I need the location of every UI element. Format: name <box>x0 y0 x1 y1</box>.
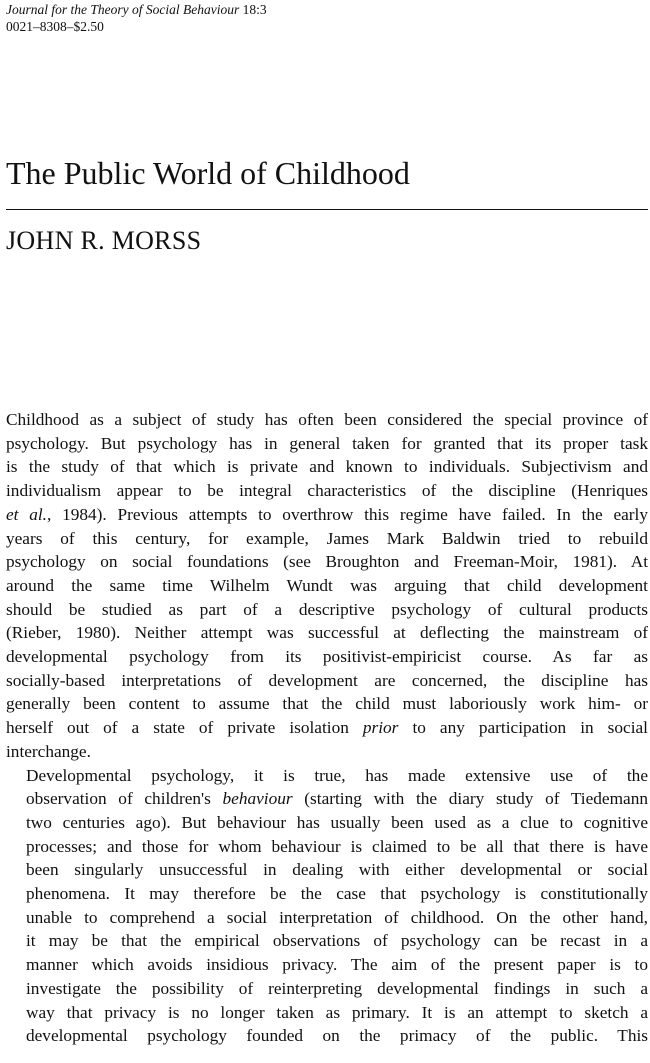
paragraph-1 <box>6 408 648 764</box>
text-line: phenomena. It may therefore be the case that psychology is constitutionally <box>26 884 648 904</box>
text-line: two centuries ago). But behaviour has usually been used as a clue to cognitive <box>26 812 648 832</box>
text-line: interchange. <box>6 741 91 761</box>
text-line: Childhood as a subject of study has often been considered the special province of <box>6 410 648 429</box>
text-line: psychology on social foundations (see Broughton and Freeman-Moir, 1981). At <box>6 552 648 572</box>
text-line: generally been content to assume that the child must laboriously work him- or <box>6 694 648 714</box>
text-line: investigate the possibility of reinterpreting developmental findings in such a <box>26 978 648 998</box>
journal-code: 0021–8308–$2.50 <box>6 19 104 34</box>
journal-name: Journal for the Theory of Social Behaviour <box>6 2 240 17</box>
text-line: been singularly unsuccessful in dealing with either developmental or social <box>26 860 648 880</box>
text-line: individualism appear to be integral characteristics of the discipline (Henriques <box>6 481 648 501</box>
text-line: developmental psychology from its positivist-empiricist course. As far as <box>6 647 648 667</box>
text-line: unable to comprehend a social interpretation of childhood. On the other hand, <box>26 907 648 927</box>
text-line: is the study of that which is private and known to individuals. Subjectivism and <box>6 457 648 477</box>
volume-issue: 18:3 <box>242 2 267 17</box>
journal-citation <box>6 1 267 18</box>
text-line: should be studied as part of a descriptive psychology of cultural products <box>6 599 648 619</box>
title-rule <box>6 209 648 210</box>
text-line: Developmental psychology, it is true, has made extensive use of the <box>26 765 648 785</box>
text-line: it may be that the empirical observations of psychology can be recast in a <box>26 931 648 951</box>
text-line: et al., 1984). Previous attempts to overthrow this regime have failed. In the early <box>6 504 649 524</box>
text-line: socially-based interpretations of development are concerned, the discipline has <box>6 670 648 690</box>
article-author: JOHN R. MORSS <box>6 226 202 255</box>
text-line: manner which avoids insidious privacy. The aim of the present paper is to <box>26 955 648 975</box>
text-line: around the same time Wilhelm Wundt was arguing that child development <box>6 575 648 595</box>
text-line: psychology. But psychology has in general taken for granted that its proper task <box>6 433 648 453</box>
text-line: way that privacy is no longer taken as primary. It is an attempt to sketch a <box>26 1002 648 1022</box>
text-line: processes; and those for whom behaviour is claimed to be all that there is have <box>26 836 648 856</box>
article-title: The Public World of Childhood <box>6 155 410 191</box>
article-body <box>6 408 648 1048</box>
text-line: (Rieber, 1980). Neither attempt was successful at deflecting the mainstream of <box>6 623 648 643</box>
journal-header <box>6 1 267 35</box>
paragraph-2 <box>6 764 648 1048</box>
text-line: herself out of a state of private isolation prior to any participation in social <box>6 718 648 738</box>
text-line: years of this century, for example, James Mark Baldwin tried to rebuild <box>6 528 648 548</box>
text-line: observation of children's behaviour (starting with the diary study of Tiedemann <box>26 789 648 809</box>
text-line: developmental psychology founded on the primacy of the public. This <box>26 1026 648 1046</box>
